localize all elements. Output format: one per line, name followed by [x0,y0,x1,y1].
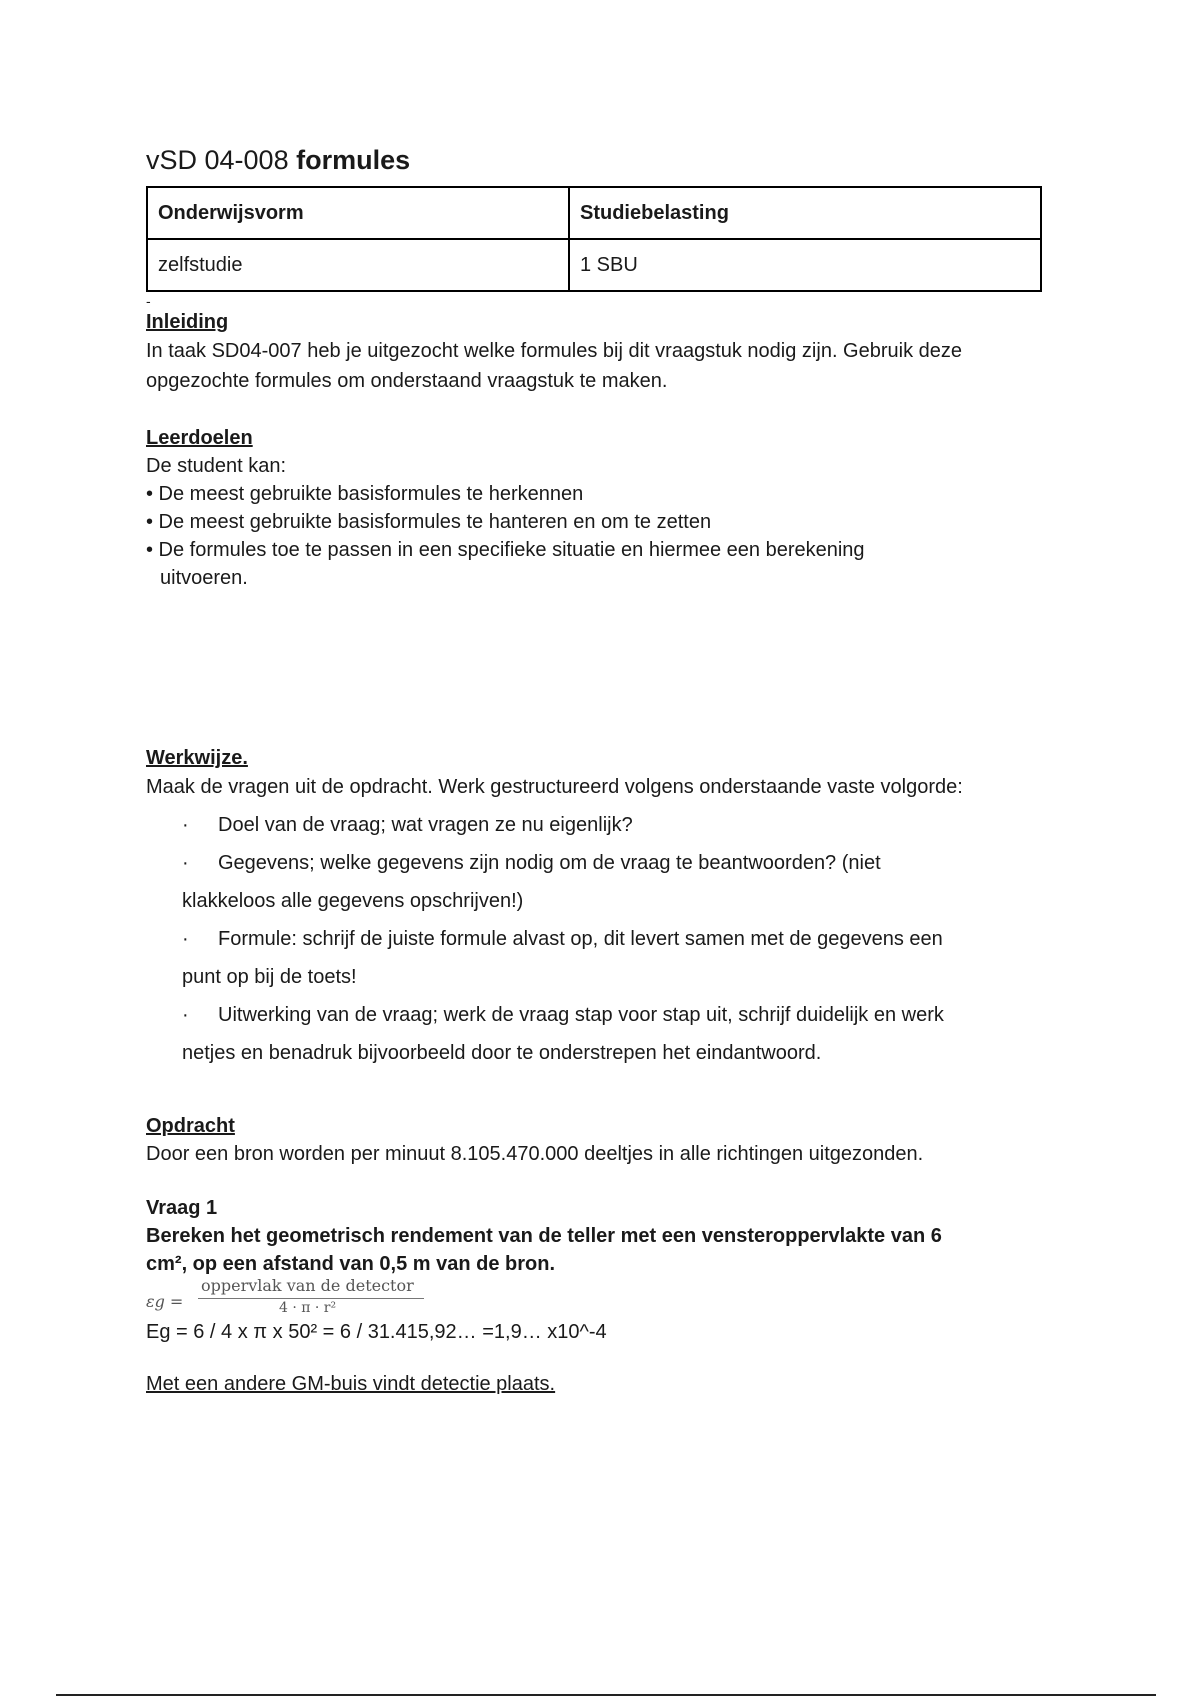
table-header-row [147,187,1041,239]
werkwijze-item-cont: netjes en benadruk bijvoorbeeld door te onderstrepen het eindantwoord. [182,1042,822,1064]
werkwijze-item-text: Formule: schrijf de juiste formule alvast op, dit levert samen met de gegevens een [218,928,943,950]
list-item [146,656,1066,687]
formula-denominator: 4 · π · r² [279,1300,337,1316]
table-row [147,239,1041,291]
title-code: vSD 04-008 [146,145,289,175]
werkwijze-item-text: Doel van de vraag; wat vragen ze nu eigenlijk? [218,814,633,836]
leerdoelen-intro: De student kan: [146,455,287,477]
leerdoel-item: • De meest gebruikte basisformules te herkennen [146,483,584,505]
inleiding-line-1: In taak SD04-007 heb je uitgezocht welke formules bij dit vraagstuk nodig zijn. Gebruik deze [146,340,963,362]
document-title [146,140,1066,180]
bullet-dot: · [182,1004,189,1026]
title-word: formules [296,145,411,175]
werkwijze-heading: Werkwijze. [146,747,248,769]
werkwijze-item [146,920,1066,958]
formula-numerator: oppervlak van de detector [201,1276,414,1295]
benodigheden-list [146,656,1066,718]
werkwijze-intro: Maak de vragen uit de opdracht. Werk gestructureerd volgens onderstaande vaste volgorde: [146,776,963,798]
vraag1-question-line: cm², op een afstand van 0,5 m van de bron. [146,1253,555,1275]
bullet-dot: · [182,928,189,950]
document-page [146,140,1066,1398]
leerdoel-item: • De meest gebruikte basisformules te hanteren en om te zetten [146,511,712,533]
formula-lhs: εg = [146,1292,184,1311]
header-studiebelasting: Studiebelasting [569,187,1041,239]
inleiding-heading: Inleiding [146,311,229,333]
bullet-dot: · [182,814,189,836]
opdracht-text: Door een bron worden per minuut 8.105.470.000 deeltjes in alle richtingen uitgezonden. [146,1143,924,1165]
werkwijze-item [146,996,1066,1034]
werkwijze-item [146,806,1066,844]
werkwijze-item-cont: punt op bij de toets! [182,966,357,988]
list-item [146,687,1066,718]
cell-onderwijsvorm: zelfstudie [147,239,569,291]
vraag1-question-line: Bereken het geometrisch rendement van de teller met een vensteroppervlakte van 6 [146,1225,942,1247]
header-onderwijsvorm: Onderwijsvorm [147,187,569,239]
werkwijze-item [146,844,1066,882]
stray-dash: - [146,293,151,309]
footer-divider [56,1694,1156,1696]
vraag1-calculation: Eg = 6 / 4 x π x 50² = 6 / 31.415,92… =1,9… x10^-4 [146,1321,607,1343]
info-table [146,186,1042,292]
geometric-efficiency-formula [146,1278,446,1318]
fraction-bar [198,1298,424,1299]
inleiding-line-2: opgezochte formules om onderstaand vraagstuk te maken. [146,370,668,392]
cell-studiebelasting: 1 SBU [569,239,1041,291]
werkwijze-item-cont: klakkeloos alle gegevens opschrijven!) [182,890,524,912]
vraag1-heading: Vraag 1 [146,1197,218,1219]
werkwijze-item-text: Gegevens; welke gegevens zijn nodig om de vraag te beantwoorden? (niet [218,852,881,874]
leerdoel-item: • De formules toe te passen in een specifieke situatie en hiermee een berekening uitvoeren. [146,539,865,589]
vraag1-note: Met een andere GM-buis vindt detectie plaats. [146,1373,556,1395]
bullet-dot: · [182,852,189,874]
werkwijze-item-text: Uitwerking van de vraag; werk de vraag stap voor stap uit, schrijf duidelijk en werk [218,1004,944,1026]
opdracht-heading: Opdracht [146,1115,235,1137]
leerdoelen-heading: Leerdoelen [146,427,253,449]
